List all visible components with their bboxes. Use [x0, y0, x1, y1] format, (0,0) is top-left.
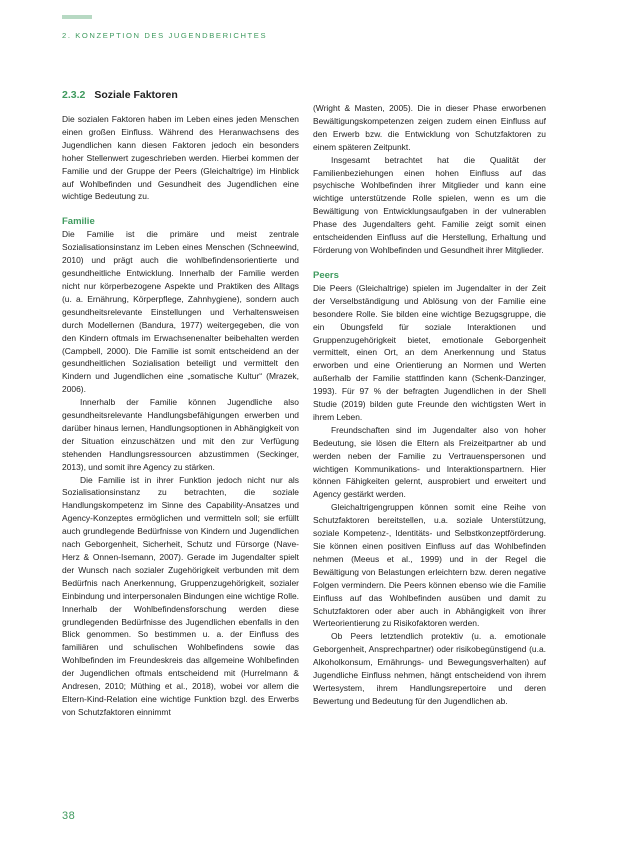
accent-bar — [62, 15, 92, 19]
peers-heading: Peers — [313, 269, 339, 281]
intro-paragraph: Die sozialen Faktoren haben im Leben eines jeden Menschen einen großen Einfluss. Während des Heranwachsens des Jugendlichen kann diesen Faktoren jedoch ein besonders hoher Stellenwert zugeschrieben werden. Hierbei kommen der Familie und der Gruppe der Peers (Gleichaltrige) im Hinblick auf Wohlbefinden und Gesundheit des Jugendlichen eine wichtige Bedeutung zu. — [62, 114, 299, 202]
familie-paragraph-3: Die Familie ist in ihrer Funktion jedoch nicht nur als Sozialisationsinstanz zu betrachten, die soziale Handlungskompetenz im Sinne des Capability-Ansatzes und Agency-Konzeptes ermöglichen und vermitteln soll; sie erfüllt auch grundlegende Bedürfnisse von Kindern und Jugendlichen nach Geborgenheit, Sicherheit, Schutz und Fürsorge (Nave-Herz & Onnen-Isemann, 2007). Gerade im Jugendalter spielt der Wunsch nach sozialer Zugehörigkeit verbunden mit dem Bedürfnis nach Anerkennung, Gruppenzugehörigkeit, sozialer Einbindung und interpersonalen Bindungen eine wichtige Rolle. Innerhalb der Wohlbefindensforschung werden diese grundlegenden Bedürfnisse des Jugendlichen ebenfalls in den Blick genommen. So bestimmen u. a. der Einfluss des familiären und schulischen Wohlbefindens sowie das Wohlbefinden im Freundeskreis das allgemeine Wohlbefinden der Jugendlichen oftmals entscheidend mit (Hurrelmann & Andresen, 2010; Müthing et al., 2018), wobei vor allem die Eltern-Kind-Relation eine wichtige Funktion bzgl. des Erwerbs von Schutzfaktoren einnimmt — [62, 474, 299, 717]
section-number: 2.3.2 — [62, 89, 86, 101]
section-title-text: Soziale Faktoren — [94, 89, 178, 101]
peers-paragraph-3: Gleichaltrigengruppen können somit eine Reihe von Schutzfaktoren bereitstellen, u.a. soziale Unterstützung, soziale Kompetenz-, Identitäts- und Selbstkonzeptförderung. Sie können einen positiven Einfluss auf das Wohlbefinden nehmen (Meeus et al., 1999) und in der Regel die Bewältigung von Belastungen erleichtern bzw. deren negative Folgen vermindern. Die Peers können ebenso wie die Familie Einfluss auf das Wohlbefinden ausüben und damit zu Schutzfaktoren oder aber auch in Abhängigkeit von ihrer Werteorientierung zu Risikofaktoren werden. — [313, 502, 546, 629]
peers-paragraph-4: Ob Peers letztendlich protektiv (u. a. emotionale Geborgenheit, Ansprechpartner) oder risikobegünstigend (u.a. Alkoholkonsum, Ernährungs- und Bewegungsverhalten) auf Jugendliche Einfluss nehmen, hängt entscheidend von ihrem Wertesystem, ihrem Handlungsrepertoire und deren Bewertung und Bedeutung für den Jugendlichen ab. — [313, 631, 546, 706]
familie-paragraph-1: Die Familie ist die primäre und meist zentrale Sozialisationsinstanz im Leben eines Menschen (Schneewind, 2010) und prägt auch die wohlbefindensorientierte und gesundheitliche Entwicklung. Innerhalb der Familie werden nicht nur körperbezogene Aspekte und Praktiken des Alltags (u. a. Ernährung, Körperpflege, Zahnhygiene), sondern auch gesundheitsrelevante Einstellungen und Verhaltensweisen durch Modellernen (Bandura, 1977) weitergegeben, die von den Kindern oftmals im Erwachsenenalter beibehalten werden (Campbell, 2000). Die Familie ist somit entscheidend an der gesundheitlichen Sozialisation beteiligt und vermittelt den Kindern und Jugendlichen eine „somatische Kultur“ (Mrazek, 2006). — [62, 229, 299, 395]
continuation-paragraph: (Wright & Masten, 2005). Die in dieser Phase erworbenen Bewältigungskompetenzen zeigen zudem einen Einfluss auf den Erwerb bzw. die Entwicklung von Schutzfaktoren zu einem späteren Zeitpunkt. — [313, 103, 546, 152]
right-column — [313, 102, 546, 708]
familie-paragraph-2: Innerhalb der Familie können Jugendliche also gesundheitsrelevante Handlungsbefähigungen erwerben und darüber hinaus lernen, Handlungsoptionen in Abhängigkeit von der Situation einzuschätzen und mit den zur Verfügung stehenden Handlungsressourcen abzustimmen (Seckinger, 2013), und somit ihre Agency zu stärken. — [62, 397, 299, 472]
left-column — [62, 113, 299, 719]
section-title — [62, 89, 178, 101]
continuation-paragraph-2: Insgesamt betrachtet hat die Qualität der Familienbeziehungen einen hohen Einfluss auf das psychische Wohlbefinden ihrer Mitglieder und kann eine wichtige unterstützende Rolle spielen, wenn es um die Bewältigung von Entwicklungsaufgaben in der vulnerablen Phase des Jugendalters geht. Familie zeigt somit einen entscheidenden Einfluss auf die Herstellung, Erhaltung und Förderung von Wohlbefinden und Gesundheit ihrer Mitglieder. — [313, 154, 546, 255]
peers-paragraph-2: Freundschaften sind im Jugendalter also von hoher Bedeutung, sie lösen die Eltern als Freizeitpartner ab und werden neben der Familie zu Vertrauenspersonen und wichtigen Kommunikations- und Interaktionspartnern. Hier können Fähigkeiten gelernt, ausprobiert und erweitert und Agency gestärkt werden. — [313, 424, 546, 500]
running-head: 2. KONZEPTION DES JUGENDBERICHTES — [62, 31, 268, 40]
familie-heading: Familie — [62, 216, 95, 228]
page-number: 38 — [62, 810, 76, 822]
peers-paragraph-1: Die Peers (Gleichaltrige) spielen im Jugendalter in der Zeit der Verselbständigung und Ablösung von der Familie eine besondere Rolle. Sie bilden eine wichtige Bezugsgruppe, die ein Übungsfeld für soziale Interaktionen und Gruppenzugehörigkeit bietet, emotionale Geborgenheit vermittelt, einen Ort, an dem Anerkennung und Status erworben und eine Orientierung an Normen und Werten außerhalb der Familie stattfinden kann (Schenk-Danzinger, 1993). Für 97 % der befragten Jugendlichen in der Shell Studie (2019) bilden gute Freunde den wichtigsten Wert in ihrem Leben. — [313, 282, 546, 422]
